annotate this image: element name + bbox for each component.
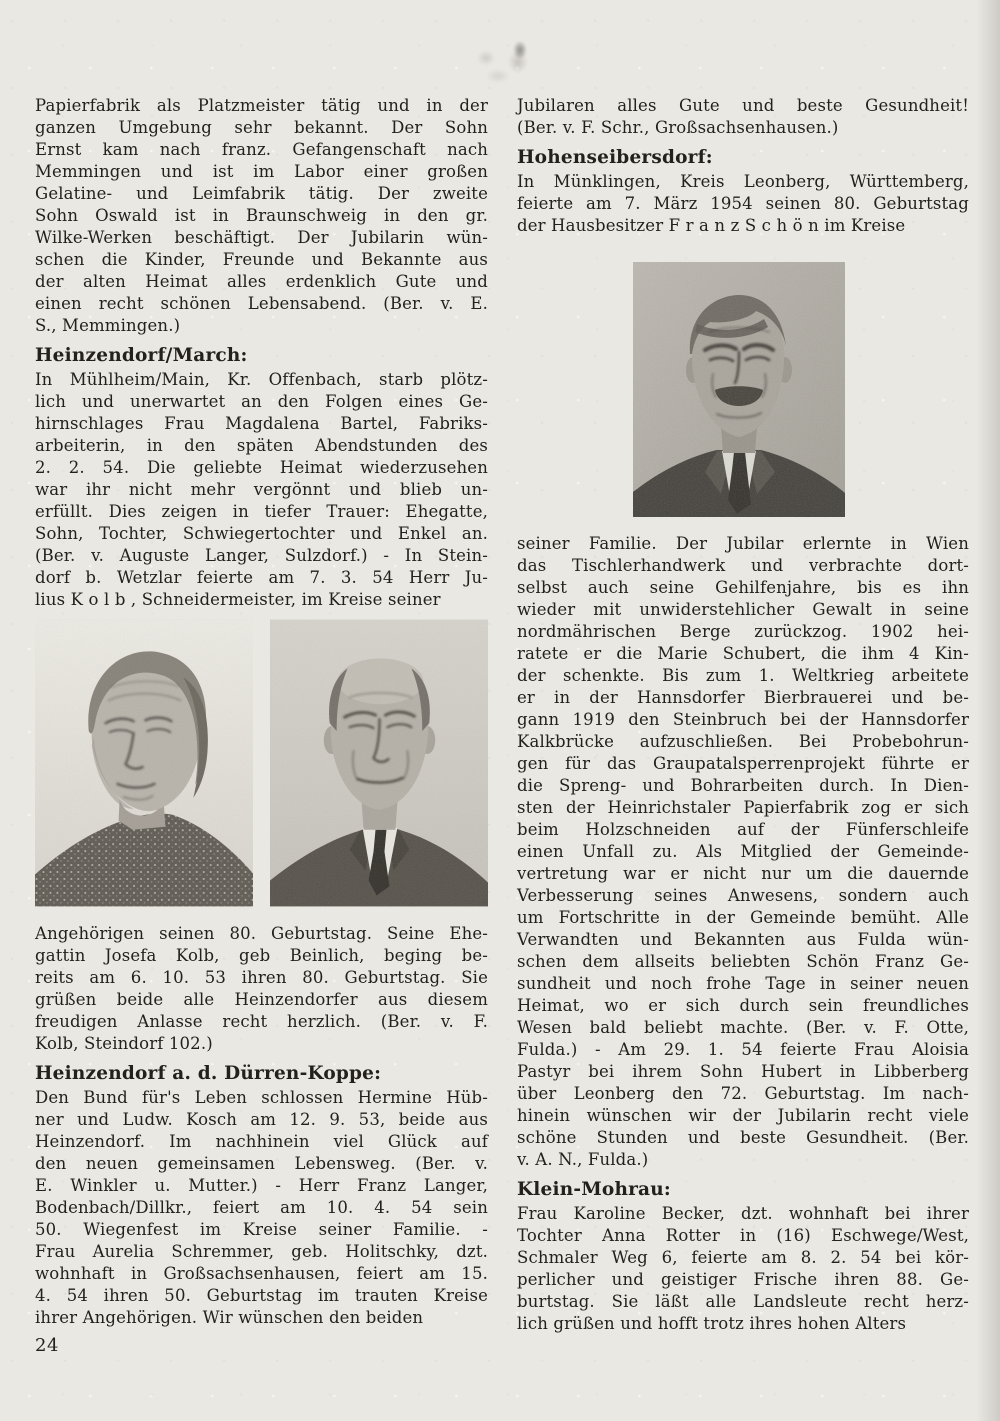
photo-elderly-woman bbox=[35, 619, 253, 907]
text-line: der Hausbesitzer F r a n z S c h ö n im Kreise bbox=[517, 216, 906, 235]
text-line: schöne Stunden und beste Gesundheit. (Ber. bbox=[517, 1128, 969, 1147]
text-line: 50. Wiegenfest im Kreise seiner Familie. - bbox=[35, 1220, 488, 1239]
text-line: ihrer Angehörigen. Wir wünschen den beiden bbox=[35, 1308, 424, 1327]
paragraph-continuation-right bbox=[517, 95, 969, 139]
text-line: lich und unerwartet an den Folgen eines Ge- bbox=[35, 392, 488, 411]
text-line: sundheit und noch frohe Tage in seiner neuen bbox=[517, 974, 969, 993]
photo-pair-kolb bbox=[35, 619, 488, 907]
text-line: reits am 6. 10. 53 ihren 80. Geburtstag. Sie bbox=[35, 968, 488, 987]
paragraph-duerren-koppe bbox=[35, 1087, 488, 1329]
text-line: Den Bund für's Leben schlossen Hermine Hüb- bbox=[35, 1088, 488, 1107]
text-line: Bodenbach/Dillkr., feiert am 10. 4. 54 sein bbox=[35, 1198, 488, 1217]
text-line: Sohn, Tochter, Schwiegertochter und Enkel an. bbox=[35, 524, 488, 543]
text-line: In Münklingen, Kreis Leonberg, Württemberg, bbox=[517, 172, 969, 191]
text-line: E. Winkler u. Mutter.) - Herr Franz Langer, bbox=[35, 1176, 488, 1195]
text-line: einen recht schönen Lebensabend. (Ber. v. E. bbox=[35, 294, 488, 313]
photo-elderly-man bbox=[270, 619, 488, 907]
text-line: nordmährischen Berge zurückzog. 1902 hei- bbox=[517, 622, 969, 641]
text-line: Wesen bald beliebt machte. (Ber. v. F. Otte, bbox=[517, 1018, 969, 1037]
text-line: war ihr nicht mehr vergönnt und blieb un- bbox=[35, 480, 488, 499]
text-line: lich grüßen und hofft trotz ihres hohen Alters bbox=[517, 1314, 907, 1333]
section-heading-klein-mohrau: Klein-Mohrau: bbox=[517, 1179, 671, 1200]
text-line: ner und Ludw. Kosch am 12. 9. 53, beide aus bbox=[35, 1110, 488, 1129]
text-line: burtstag. Sie läßt alle Landsleute recht herz- bbox=[517, 1292, 969, 1311]
text-line: Frau Aurelia Schremmer, geb. Holitschky, dzt. bbox=[35, 1242, 488, 1261]
text-line: dorf b. Wetzlar feierte am 7. 3. 54 Herr Ju- bbox=[35, 568, 488, 587]
photo-franz-schoen bbox=[633, 262, 845, 517]
text-line: hirnschlages Frau Magdalena Bartel, Fabriks- bbox=[35, 414, 488, 433]
text-line: er in der Hannsdorfer Bierbrauerei und be- bbox=[517, 688, 969, 707]
paragraph-continuation bbox=[35, 95, 488, 337]
text-line: Angehörigen seinen 80. Geburtstag. Seine Ehe- bbox=[35, 924, 488, 943]
text-line: v. A. N., Fulda.) bbox=[517, 1150, 649, 1169]
ink-smudge bbox=[468, 36, 548, 86]
text-line: Gelatine- und Leimfabrik tätig. Der zweite bbox=[35, 184, 488, 203]
text-line: vertretung war er nicht nur um die dauernde bbox=[517, 864, 969, 883]
text-line: ratete er die Marie Schubert, die ihm 4 Kin- bbox=[517, 644, 969, 663]
text-line: das Tischlerhandwerk und verbrachte dort- bbox=[517, 556, 969, 575]
text-line: Papierfabrik als Platzmeister tätig und in der bbox=[35, 96, 488, 115]
text-line: ganzen Umgebung sehr bekannt. Der Sohn bbox=[35, 118, 488, 137]
text-line: S., Memmingen.) bbox=[35, 316, 181, 335]
text-line: 2. 2. 54. Die geliebte Heimat wiederzusehen bbox=[35, 458, 488, 477]
text-line: der schenkte. Bis zum 1. Weltkrieg arbeitete bbox=[517, 666, 969, 685]
right-column bbox=[517, 95, 969, 1335]
text-line: (Ber. v. Auguste Langer, Sulzdorf.) - In Stein- bbox=[35, 546, 488, 565]
text-line: 4. 54 ihren 50. Geburtstag im trauten Kreise bbox=[35, 1286, 488, 1305]
text-line: Kalkbrücke aufzuschließen. Bei Probebohrun- bbox=[517, 732, 969, 751]
text-line: der alten Heimat alles erdenklich Gute und bbox=[35, 272, 488, 291]
text-line: Frau Karoline Becker, dzt. wohnhaft bei ihrer bbox=[517, 1204, 969, 1223]
text-line: den neuen gemeinsamen Lebensweg. (Ber. v. bbox=[35, 1154, 488, 1173]
scan-edge-shadow bbox=[976, 0, 1000, 1421]
text-line: Pastyr bei ihrem Sohn Hubert in Libberberg bbox=[517, 1062, 969, 1081]
text-line: gen für das Graupatalsperrenprojekt führte er bbox=[517, 754, 969, 773]
text-line: hinein wünschen wir der Jubilarin recht viele bbox=[517, 1106, 969, 1125]
paragraph-klein-mohrau bbox=[517, 1203, 969, 1335]
text-line: Heimat, wo er sich durch sein freundliches bbox=[517, 996, 969, 1015]
text-line: Fulda.) - Am 29. 1. 54 feierte Frau Aloisia bbox=[517, 1040, 969, 1059]
text-line: grüßen beide alle Heinzendorfer aus diesem bbox=[35, 990, 488, 1009]
section-heading-duerren-koppe: Heinzendorf a. d. Dürren-Koppe: bbox=[35, 1063, 382, 1084]
text-line: gann 1919 den Steinbruch bei der Hannsdorfer bbox=[517, 710, 969, 729]
text-line: wieder mit unwiderstehlicher Gewalt in seine bbox=[517, 600, 969, 619]
text-line: Sohn Oswald ist in Braunschweig in den gr. bbox=[35, 206, 488, 225]
text-line: perlicher und geistiger Frische ihren 88. Ge- bbox=[517, 1270, 969, 1289]
text-line: freudigen Anlasse recht herzlich. (Ber. v. F. bbox=[35, 1012, 488, 1031]
text-line: Jubilaren alles Gute und beste Gesundheit! bbox=[517, 96, 969, 115]
text-line: selbst auch seine Gehilfenjahre, bis es ihn bbox=[517, 578, 969, 597]
paragraph-heinzendorf-march bbox=[35, 369, 488, 611]
text-line: Tochter Anna Rotter in (16) Eschwege/West, bbox=[517, 1226, 969, 1245]
text-line: Kolb, Steindorf 102.) bbox=[35, 1034, 213, 1053]
text-line: Verbesserung seines Anwesens, sondern auch bbox=[517, 886, 969, 905]
text-line: sten der Heinrichstaler Papierfabrik zog er sich bbox=[517, 798, 969, 817]
paragraph-hohenseibersdorf-intro bbox=[517, 171, 969, 237]
paragraph-hohenseibersdorf-body bbox=[517, 533, 969, 1171]
text-line: beim Holzschneiden auf der Fünferschleife bbox=[517, 820, 969, 839]
text-line: Wilke-Werken beschäftigt. Der Jubilarin wün- bbox=[35, 228, 488, 247]
left-column bbox=[35, 95, 488, 1329]
text-line: seiner Familie. Der Jubilar erlernte in Wien bbox=[517, 534, 969, 553]
text-line: die Spreng- und Bohrarbeiten durch. In Dien- bbox=[517, 776, 969, 795]
text-line: schen die Kinder, Freunde und Bekannte aus bbox=[35, 250, 488, 269]
page-number: 24 bbox=[35, 1335, 59, 1356]
text-line: Schmaler Weg 6, feierte am 8. 2. 54 bei kör- bbox=[517, 1248, 969, 1267]
text-line: wohnhaft in Großsachsenhausen, feiert am 15. bbox=[35, 1264, 488, 1283]
text-line: Verwandten und Bekannten aus Fulda wün- bbox=[517, 930, 969, 949]
text-line: lius K o l b , Schneidermeister, im Kreise seiner bbox=[35, 590, 441, 609]
text-line: um Fortschritte in der Gemeinde bemüht. Alle bbox=[517, 908, 969, 927]
text-line: gattin Josefa Kolb, geb Beinlich, beging be- bbox=[35, 946, 488, 965]
text-line: feierte am 7. März 1954 seinen 80. Geburtstag bbox=[517, 194, 969, 213]
text-line: In Mühlheim/Main, Kr. Offenbach, starb plötz- bbox=[35, 370, 488, 389]
text-line: erfüllt. Dies zeigen in tiefer Trauer: Ehegatte, bbox=[35, 502, 488, 521]
text-line: einen Unfall zu. Als Mitglied der Gemeinde- bbox=[517, 842, 969, 861]
paragraph-kolb-continuation bbox=[35, 923, 488, 1055]
text-line: (Ber. v. F. Schr., Großsachsenhausen.) bbox=[517, 118, 839, 137]
section-heading-hohenseibersdorf: Hohenseibersdorf: bbox=[517, 147, 713, 168]
text-line: arbeiterin, in den späten Abendstunden des bbox=[35, 436, 488, 455]
text-line: Memmingen und ist im Labor einer großen bbox=[35, 162, 488, 181]
section-heading-heinzendorf-march: Heinzendorf/March: bbox=[35, 345, 248, 366]
text-line: über Leonberg den 72. Geburtstag. Im nach- bbox=[517, 1084, 969, 1103]
text-line: Heinzendorf. Im nachhinein viel Glück auf bbox=[35, 1132, 488, 1151]
text-line: schen dem allseits beliebten Schön Franz Ge- bbox=[517, 952, 969, 971]
text-line: Ernst kam nach franz. Gefangenschaft nach bbox=[35, 140, 488, 159]
